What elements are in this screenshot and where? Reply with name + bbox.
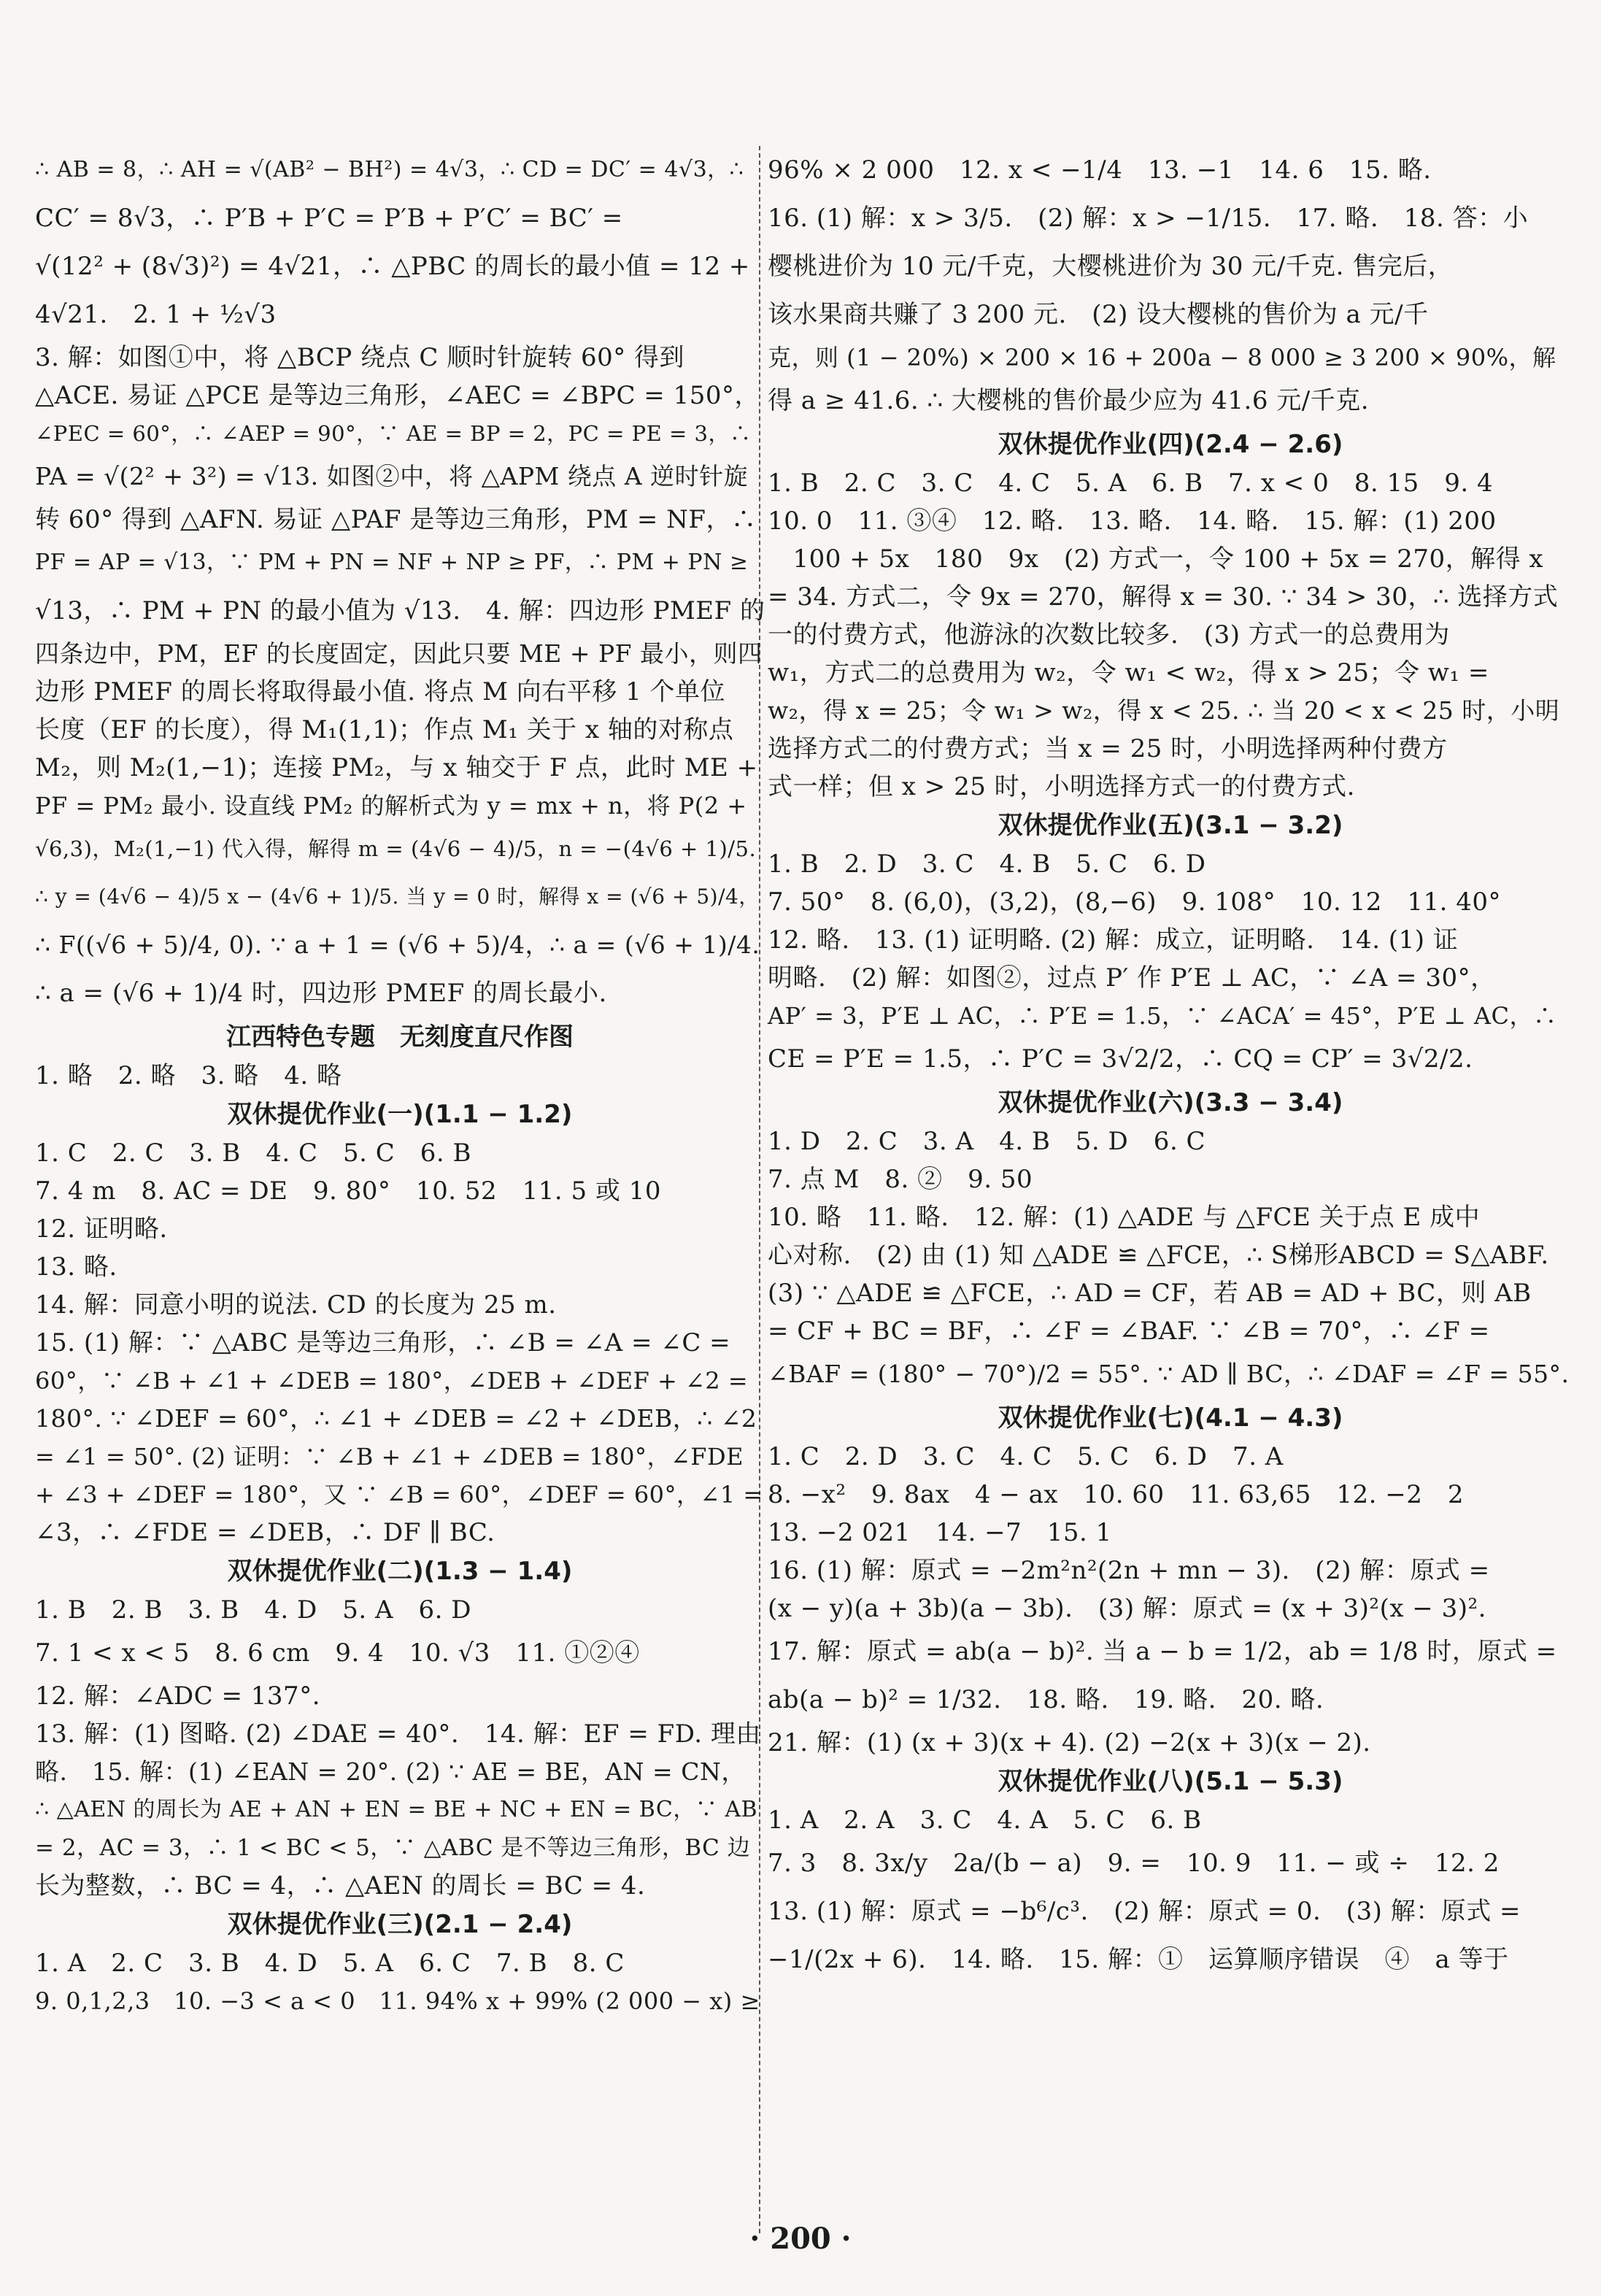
left-answer-line: 14. 解：同意小明的说法. CD 的长度为 25 m.	[35, 1290, 557, 1320]
right-answer-line: 16. (1) 解：x > 3/5. (2) 解：x > −1/15. 17. 略. 18. 答：小	[768, 204, 1529, 233]
right-answer-line: ∠BAF = (180° − 70°)/2 = 55°. ∵ AD ∥ BC，∴ ∠DAF = ∠F = 55°.	[768, 1360, 1570, 1388]
right-section-heading: 双休提优作业(七)(4.1 − 4.3)	[998, 1403, 1343, 1433]
left-answer-line: 13. 解：(1) 图略. (2) ∠DAE = 40°. 14. 解：EF = FD. 理由	[35, 1719, 761, 1749]
left-answer-line: 12. 解：∠ADC = 137°.	[35, 1681, 321, 1711]
right-answer-line: 1. B 2. C 3. C 4. C 5. A 6. B 7. x < 0 8. 15 9. 4	[768, 469, 1494, 498]
right-answer-line: 17. 解：原式 = ab(a − b)². 当 a − b = 1/2，ab = 1/8 时，原式 =	[768, 1637, 1557, 1666]
right-answer-line: 13. −2 021 14. −7 15. 1	[768, 1518, 1112, 1547]
left-answer-line: ∴ y = (4√6 − 4)/5 x − (4√6 + 1)/5. 当 y = 0 时，解得 x = (√6 + 5)/4，	[35, 885, 760, 909]
left-answer-line: 长度（EF 的长度），得 M₁(1,1)；作点 M₁ 关于 x 轴的对称点	[35, 715, 734, 744]
right-answer-line: 一的付费方式，他游泳的次数比较多. (3) 方式一的总费用为	[768, 620, 1450, 650]
left-answer-line: PF = AP = √13，∵ PM + PN = NF + NP ≥ PF，∴ PM + PN ≥	[35, 550, 749, 575]
right-answer-line: 10. 0 11. ③④ 12. 略. 13. 略. 14. 略. 15. 解：(1) 200	[768, 506, 1497, 536]
left-answer-line: △ACE. 易证 △PCE 是等边三角形，∠AEC = ∠BPC = 150°，	[35, 381, 760, 410]
right-answer-line: CE = P′E = 1.5，∴ P′C = 3√2/2，∴ CQ = CP′ = 3√2/2.	[768, 1044, 1473, 1074]
left-answer-line: ∠PEC = 60°，∴ ∠AEP = 90°，∵ AE = BP = 2，PC = PE = 3，∴	[35, 421, 752, 446]
right-column	[768, 146, 1573, 1984]
left-section-heading: 双休提优作业(三)(2.1 − 2.4)	[227, 1910, 573, 1939]
right-section-heading: 双休提优作业(五)(3.1 − 3.2)	[998, 811, 1343, 840]
right-answer-line: 7. 点 M 8. ② 9. 50	[768, 1165, 1033, 1194]
left-answer-line: 13. 略.	[35, 1252, 117, 1282]
left-answer-line: √13，∴ PM + PN 的最小值为 √13. 4. 解：四边形 PMEF 的	[35, 596, 765, 625]
right-answer-line: = 34. 方式二，令 9x = 270，解得 x = 30. ∵ 34 > 30，∴ 选择方式	[768, 582, 1559, 612]
right-answer-line: 1. C 2. D 3. C 4. C 5. C 6. D 7. A	[768, 1442, 1284, 1471]
left-answer-line: 边形 PMEF 的周长将取得最小值. 将点 M 向右平移 1 个单位	[35, 677, 726, 706]
left-section-heading: 双休提优作业(二)(1.3 − 1.4)	[227, 1557, 573, 1586]
right-answer-line: 1. D 2. C 3. A 4. B 5. D 6. C	[768, 1127, 1206, 1156]
right-answer-line: 8. −x² 9. 8ax 4 − ax 10. 60 11. 63,65 12. −2 2	[768, 1480, 1465, 1509]
right-answer-line: −1/(2x + 6). 14. 略. 15. 解：① 运算顺序错误 ④ a 等于	[768, 1945, 1509, 1974]
left-answer-line: ∴ a = (√6 + 1)/4 时，四边形 PMEF 的周长最小.	[35, 979, 607, 1008]
left-answer-line: ∴ AB = 8，∴ AH = √(AB² − BH²) = 4√3，∴ CD = DC′ = 4√3，∴	[35, 157, 744, 182]
left-answer-line: 1. B 2. B 3. B 4. D 5. A 6. D	[35, 1595, 472, 1625]
left-answer-line: = ∠1 = 50°. (2) 证明：∵ ∠B + ∠1 + ∠DEB = 180°，∠FDE	[35, 1443, 744, 1471]
right-answer-line: 克，则 (1 − 20%) × 200 × 16 + 200a − 8 000 ≥ 3 200 × 90%，解	[768, 344, 1556, 371]
left-answer-line: √(12² + (8√3)²) = 4√21，∴ △PBC 的周长的最小值 = 12 +	[35, 252, 750, 281]
right-answer-line: 16. (1) 解：原式 = −2m²n²(2n + mn − 3). (2) 解：原式 =	[768, 1556, 1490, 1585]
left-answer-line: 3. 解：如图①中，将 △BCP 绕点 C 顺时针旋转 60° 得到	[35, 343, 685, 372]
right-answer-line: 96% × 2 000 12. x < −1/4 13. −1 14. 6 15. 略.	[768, 155, 1432, 185]
left-answer-line: 转 60° 得到 △AFN. 易证 △PAF 是等边三角形，PM = NF，∴	[35, 505, 757, 534]
left-section-heading: 江西特色专题 无刻度直尺作图	[226, 1022, 574, 1052]
left-answer-line: 7. 1 < x < 5 8. 6 cm 9. 4 10. √3 11. ①②④	[35, 1638, 640, 1668]
right-answer-line: 1. B 2. D 3. C 4. B 5. C 6. D	[768, 850, 1206, 879]
left-answer-line: 180°. ∵ ∠DEF = 60°，∴ ∠1 + ∠DEB = ∠2 + ∠DEB，∴ ∠2	[35, 1404, 757, 1433]
left-answer-line: 四条边中，PM，EF 的长度固定，因此只要 ME + PF 最小，则四	[35, 639, 763, 668]
left-answer-line: 60°，∵ ∠B + ∠1 + ∠DEB = 180°，∠DEB + ∠DEF + ∠2 =	[35, 1367, 749, 1395]
right-section-heading: 双休提优作业(八)(5.1 − 5.3)	[998, 1767, 1343, 1796]
right-answer-line: 明略. (2) 解：如图②，过点 P′ 作 P′E ⊥ AC，∵ ∠A = 30°，	[768, 963, 1496, 993]
right-answer-line: 1. A 2. A 3. C 4. A 5. C 6. B	[768, 1806, 1202, 1835]
left-answer-line: PF = PM₂ 最小. 设直线 PM₂ 的解析式为 y = mx + n，将 P(2 +	[35, 792, 747, 820]
left-answer-line: CC′ = 8√3，∴ P′B + P′C = P′B + P′C′ = BC′ =	[35, 204, 623, 233]
right-answer-line: 100 + 5x 180 9x (2) 方式一，令 100 + 5x = 270，解得 x	[768, 544, 1544, 574]
left-answer-line: 略. 15. 解：(1) ∠EAN = 20°. (2) ∵ AE = BE，AN = CN，	[35, 1757, 746, 1786]
left-answer-line: 15. (1) 解：∵ △ABC 是等边三角形，∴ ∠B = ∠A = ∠C =	[35, 1328, 731, 1357]
left-answer-line: 7. 4 m 8. AC = DE 9. 80° 10. 52 11. 5 或 10	[35, 1176, 661, 1206]
right-answer-line: (3) ∵ △ADE ≌ △FCE，∴ AD = CF，若 AB = AD + BC，则 AB	[768, 1279, 1532, 1308]
right-answer-line: = CF + BC = BF，∴ ∠F = ∠BAF. ∵ ∠B = 70°，∴ ∠F =	[768, 1317, 1490, 1346]
left-answer-line: 4√21. 2. 1 + ½√3	[35, 300, 277, 329]
right-answer-line: AP′ = 3，P′E ⊥ AC，∴ P′E = 1.5，∵ ∠ACA′ = 45°，P′E ⊥ AC，∴	[768, 1002, 1557, 1030]
right-answer-line: 选择方式二的付费方式；当 x = 25 时，小明选择两种付费方	[768, 734, 1448, 763]
left-answer-line: PA = √(2² + 3²) = √13. 如图②中，将 △APM 绕点 A 逆时针旋	[35, 462, 749, 490]
right-answer-line: w₁，方式二的总费用为 w₂，令 w₁ < w₂，得 x > 25；令 w₁ =	[768, 658, 1489, 687]
right-answer-line: 13. (1) 解：原式 = −b⁶/c³. (2) 解：原式 = 0. (3) 解：原式 =	[768, 1897, 1521, 1926]
left-answer-line: √6,3)，M₂(1,−1) 代入得，解得 m = (4√6 − 4)/5，n = −(4√6 + 1)/5.	[35, 836, 757, 861]
right-answer-line: 得 a ≥ 41.6. ∴ 大樱桃的售价最少应为 41.6 元/千克.	[768, 386, 1370, 415]
left-answer-line: 1. C 2. C 3. B 4. C 5. C 6. B	[35, 1139, 472, 1168]
right-answer-line: 7. 3 8. 3x/y 2a/(b − a) 9. = 10. 9 11. − 或 ÷ 12. 2	[768, 1849, 1500, 1878]
page-number: · 200 ·	[749, 2222, 852, 2256]
right-answer-line: 7. 50° 8. (6,0)，(3,2)，(8,−6) 9. 108° 10. 12 11. 40°	[768, 887, 1501, 917]
left-answer-line: ∴ F((√6 + 5)/4, 0). ∵ a + 1 = (√6 + 5)/4，∴ a = (√6 + 1)/4.	[35, 931, 760, 959]
left-answer-line: = 2，AC = 3，∴ 1 < BC < 5，∵ △ABC 是不等边三角形，BC 边	[35, 1835, 751, 1861]
right-answer-line: 心对称. (2) 由 (1) 知 △ADE ≌ △FCE，∴ S梯形ABCD = S△ABF.	[768, 1241, 1549, 1270]
left-answer-line: M₂，则 M₂(1,−1)；连接 PM₂，与 x 轴交于 F 点，此时 ME +	[35, 753, 758, 782]
left-answer-line: ∴ △AEN 的周长为 AE + AN + EN = BE + NC + EN = BC，∵ AB	[35, 1797, 758, 1822]
right-answer-line: 该水果商共赚了 3 200 元. (2) 设大樱桃的售价为 a 元/千	[768, 300, 1429, 329]
left-answer-line: 长为整数，∴ BC = 4，∴ △AEN 的周长 = BC = 4.	[35, 1871, 646, 1900]
right-answer-line: 樱桃进价为 10 元/千克，大樱桃进价为 30 元/千克. 售完后，	[768, 252, 1454, 281]
left-answer-line: ∠3，∴ ∠FDE = ∠DEB，∴ DF ∥ BC.	[35, 1518, 495, 1547]
left-answer-line: 9. 0,1,2,3 10. −3 < a < 0 11. 94% x + 99% (2 000 − x) ≥	[35, 1987, 760, 2015]
left-answer-line: 1. 略 2. 略 3. 略 4. 略	[35, 1061, 342, 1090]
left-answer-line: 12. 证明略.	[35, 1214, 168, 1244]
right-answer-line: 12. 略. 13. (1) 证明略. (2) 解：成立，证明略. 14. (1) 证	[768, 925, 1459, 955]
left-column	[35, 146, 765, 2020]
right-section-heading: 双休提优作业(四)(2.4 − 2.6)	[998, 430, 1343, 459]
right-answer-line: w₂，得 x = 25；令 w₁ > w₂，得 x < 25. ∴ 当 20 < x < 25 时，小明	[768, 696, 1560, 725]
right-answer-line: 式一样；但 x > 25 时，小明选择方式一的付费方式.	[768, 772, 1355, 801]
right-answer-line: ab(a − b)² = 1/32. 18. 略. 19. 略. 20. 略.	[768, 1685, 1324, 1714]
right-answer-line: 21. 解：(1) (x + 3)(x + 4). (2) −2(x + 3)(x − 2).	[768, 1728, 1371, 1757]
right-answer-line: (x − y)(a + 3b)(a − 3b). (3) 解：原式 = (x + 3)²(x − 3)².	[768, 1594, 1486, 1623]
left-section-heading: 双休提优作业(一)(1.1 − 1.2)	[227, 1100, 573, 1129]
left-answer-line: + ∠3 + ∠DEF = 180°，又 ∵ ∠B = 60°，∠DEF = 60°，∠1 =	[35, 1481, 763, 1509]
left-answer-line: 1. A 2. C 3. B 4. D 5. A 6. C 7. B 8. C	[35, 1949, 625, 1978]
right-answer-line: 10. 略 11. 略. 12. 解：(1) △ADE 与 △FCE 关于点 E 成中	[768, 1203, 1481, 1232]
right-section-heading: 双休提优作业(六)(3.3 − 3.4)	[998, 1088, 1343, 1117]
